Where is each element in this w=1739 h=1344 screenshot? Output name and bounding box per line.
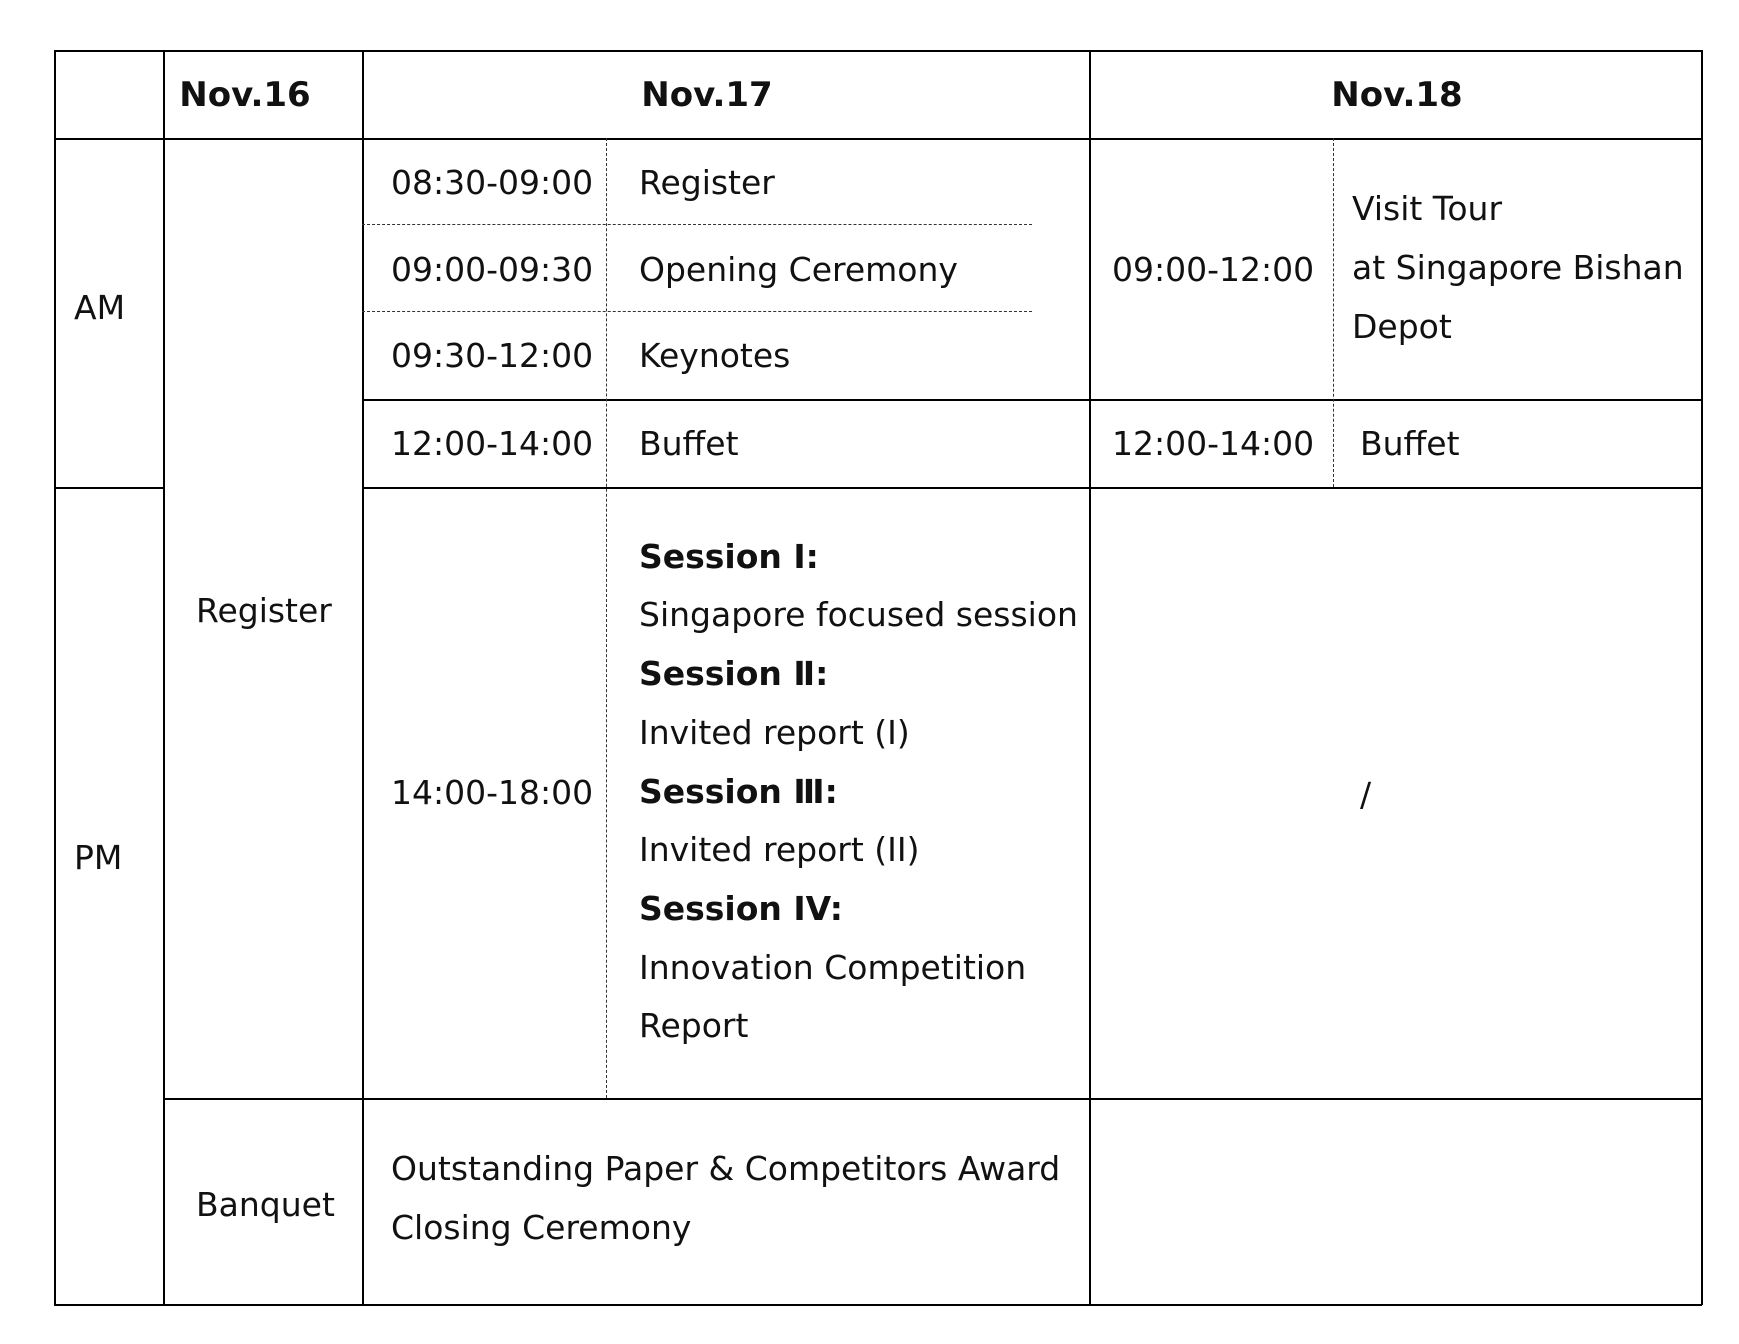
buffet-afternoon-divider xyxy=(362,487,1702,489)
nov18-slot2-event: Buffet xyxy=(1360,424,1460,463)
nov18-pm-empty: / xyxy=(1360,775,1372,814)
col-divider-nov17 xyxy=(1089,50,1091,1305)
dashed-divider-slot2 xyxy=(362,311,1032,312)
nov17-session3-title: Session Ⅲ: xyxy=(639,772,838,811)
nov17-slot1-time: 08:30-09:00 xyxy=(391,163,594,202)
nov18-slot1-event-line3: Depot xyxy=(1352,307,1452,346)
nov18-slot1-event-line1: Visit Tour xyxy=(1352,189,1503,228)
nov17-banquet-line1: Outstanding Paper & Competitors Award xyxy=(391,1149,1061,1188)
nov18-slot1-event-line2: at Singapore Bishan xyxy=(1352,248,1684,287)
nov17-slot1-event: Register xyxy=(639,163,775,202)
nov17-slot2-event: Opening Ceremony xyxy=(639,250,958,289)
col-divider-nov16 xyxy=(362,50,364,1305)
nov17-slot2-time: 09:00-09:30 xyxy=(391,250,594,289)
nov17-session2-desc: Invited report (I) xyxy=(639,713,910,752)
nov17-session4-desc-line1: Innovation Competition xyxy=(639,948,1027,987)
header-nov18: Nov.18 xyxy=(1331,75,1463,115)
nov17-session2-title: Session Ⅱ: xyxy=(639,654,829,693)
header-divider xyxy=(54,138,1702,140)
nov17-slot5-time: 14:00-18:00 xyxy=(391,773,594,812)
banquet-row-divider xyxy=(163,1098,1702,1100)
nov18-slot2-time: 12:00-14:00 xyxy=(1112,424,1315,463)
nov17-keynotes-buffet-divider xyxy=(362,399,1702,401)
table-border-right xyxy=(1701,50,1703,1305)
table-border-left xyxy=(54,50,56,1305)
nov17-slot3-time: 09:30-12:00 xyxy=(391,336,594,375)
nov17-slot3-event: Keynotes xyxy=(639,336,791,375)
table-border-top xyxy=(54,50,1702,52)
nov16-register: Register xyxy=(196,591,332,630)
nov17-session1-title: Session Ⅰ: xyxy=(639,537,819,576)
row-label-pm: PM xyxy=(74,838,123,877)
nov17-banquet-line2: Closing Ceremony xyxy=(391,1208,692,1247)
nov18-slot1-time: 09:00-12:00 xyxy=(1112,250,1315,289)
nov17-session3-desc: Invited report (II) xyxy=(639,830,920,869)
header-nov17: Nov.17 xyxy=(641,75,773,115)
nov17-session4-desc-line2: Report xyxy=(639,1006,749,1045)
am-pm-divider xyxy=(54,487,163,489)
header-nov16: Nov.16 xyxy=(179,75,311,115)
nov17-session1-desc: Singapore focused session xyxy=(639,595,1078,634)
table-border-bottom xyxy=(54,1304,1702,1306)
dashed-divider-nov17-col xyxy=(606,138,607,1098)
nov17-slot4-time: 12:00-14:00 xyxy=(391,424,594,463)
nov16-banquet: Banquet xyxy=(196,1185,335,1224)
dashed-divider-slot1 xyxy=(362,224,1032,225)
nov17-slot4-event: Buffet xyxy=(639,424,739,463)
col-divider-ampm xyxy=(163,50,165,1305)
row-label-am: AM xyxy=(74,288,126,327)
nov17-session4-title: Session IV: xyxy=(639,889,843,928)
dashed-divider-nov18-col xyxy=(1333,138,1334,487)
